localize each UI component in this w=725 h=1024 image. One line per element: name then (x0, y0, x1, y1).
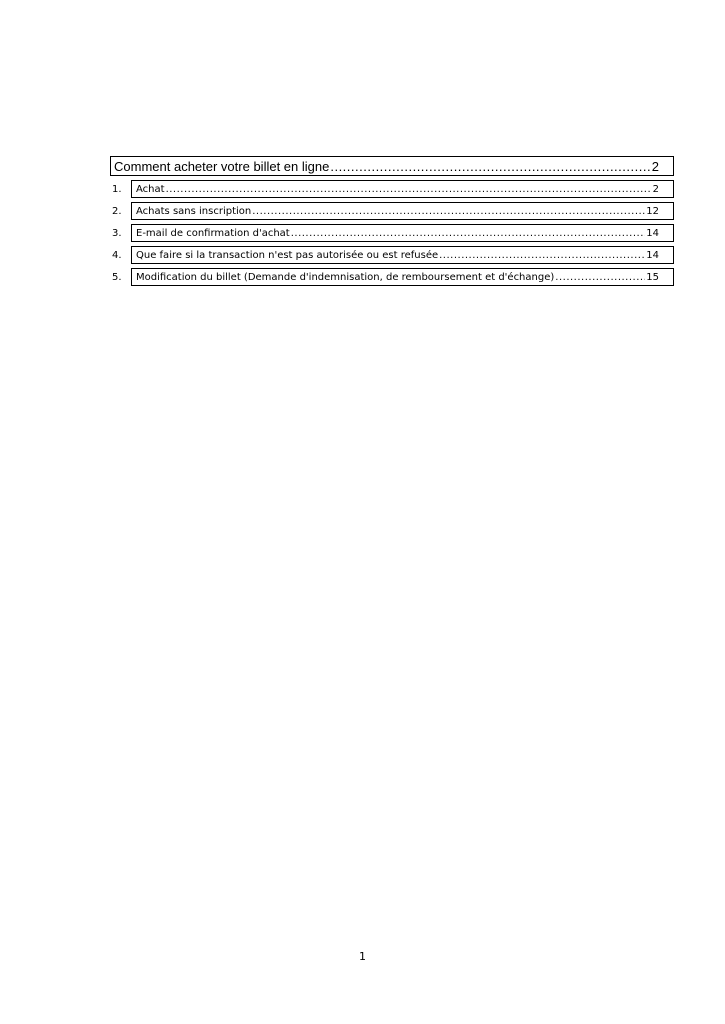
page-number: 1 (359, 950, 366, 963)
toc-entry-link[interactable] (131, 202, 674, 220)
toc-leader-dots (555, 272, 645, 283)
toc-leader-dots (166, 184, 652, 195)
toc-entry-title: Achats sans inscription (136, 205, 252, 217)
toc-entry-number: 1. (112, 183, 122, 195)
toc-leader-dots (291, 228, 646, 239)
toc-entry-title: Que faire si la transaction n'est pas autorisée ou est refusée (136, 249, 439, 261)
toc-entry-title: E-mail de confirmation d'achat (136, 227, 290, 239)
toc-leader-dots (330, 159, 650, 174)
toc-entry-number: 4. (112, 249, 122, 261)
toc-entry-link[interactable] (131, 180, 674, 198)
toc-leader-dots (439, 250, 645, 261)
toc-entry-number: 3. (112, 227, 122, 239)
toc-entry-5 (110, 268, 674, 286)
toc-entry-page: 12 (646, 205, 659, 217)
toc-entry-link[interactable] (131, 268, 674, 286)
toc-entry-1 (110, 180, 674, 198)
toc-entry-3 (110, 224, 674, 242)
toc-entry-number: 2. (112, 205, 122, 217)
toc-entry-number: 5. (112, 271, 122, 283)
toc-entry-page: 14 (646, 227, 659, 239)
toc-leader-dots (252, 206, 645, 217)
toc-entry-2 (110, 202, 674, 220)
toc-main-page: 2 (651, 158, 659, 174)
toc-entry-page: 14 (646, 249, 659, 261)
toc-entry-title: Modification du billet (Demande d'indemnisation, de remboursement et d'échange) (136, 271, 555, 283)
toc-entry-link[interactable] (131, 224, 674, 242)
table-of-contents (110, 156, 674, 286)
toc-entry-title: Achat (136, 183, 165, 195)
toc-entry-4 (110, 246, 674, 264)
toc-entry-page: 15 (646, 271, 659, 283)
toc-entry-page: 2 (652, 183, 659, 195)
toc-main-entry[interactable] (110, 156, 674, 176)
toc-entry-link[interactable] (131, 246, 674, 264)
toc-main-title: Comment acheter votre billet en ligne (114, 158, 330, 174)
